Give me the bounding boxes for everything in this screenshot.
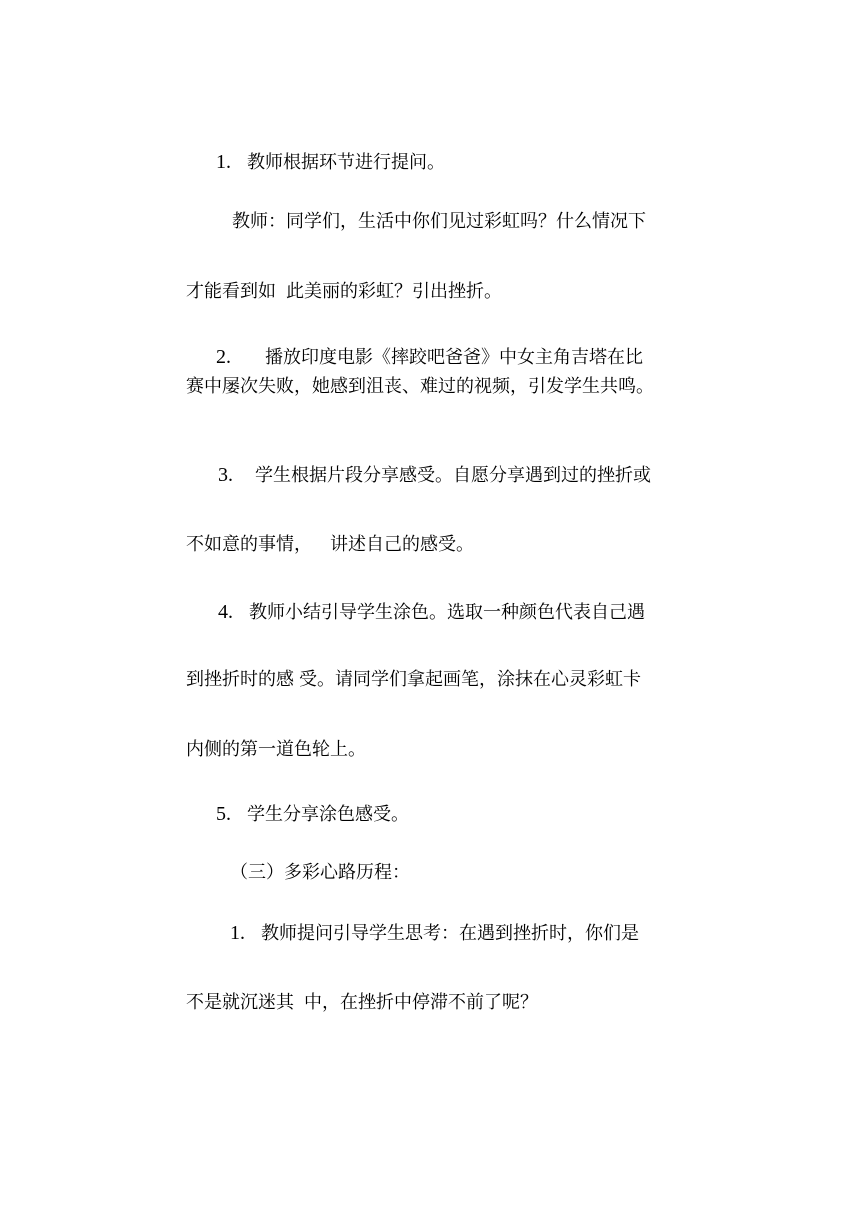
list-number: 1. [216, 151, 231, 173]
paragraph-text: 教师小结引导学生涂色。选取一种颜色代表自己遇 [249, 602, 645, 623]
paragraph-text: 内侧的第一道色轮上。 [186, 739, 366, 760]
paragraph-line [218, 463, 651, 488]
paragraph-text: 不如意的事情， [186, 534, 312, 555]
paragraph-line [216, 345, 643, 370]
list-number: 2. [216, 346, 231, 368]
paragraph-text: 教师提问引导学生思考：在遇到挫折时，你们是 [261, 923, 639, 944]
paragraph-text: 到挫折时的感 [186, 669, 294, 690]
paragraph-line [186, 668, 641, 692]
paragraph-text: 讲述自己的感受。 [330, 534, 474, 555]
paragraph-line [186, 533, 474, 557]
paragraph-line [186, 738, 366, 762]
list-number: 3. [218, 464, 233, 486]
paragraph-text: 才能看到如 [186, 281, 276, 302]
paragraph-text: 中，在挫折中停滞不前了呢？ [304, 992, 538, 1013]
paragraph-line [216, 150, 445, 175]
paragraph-line [186, 991, 538, 1015]
list-number: 4. [218, 601, 233, 623]
paragraph-text: 此美丽的彩虹？引出挫折。 [286, 281, 502, 302]
paragraph-text: 播放印度电影《摔跤吧爸爸》中女主角吉塔在比 [265, 347, 643, 368]
paragraph-text: 教师：同学们，生活中你们见过彩虹吗？什么情况下 [232, 211, 646, 232]
paragraph-text: 学生分享涂色感受。 [247, 804, 409, 825]
paragraph-text: 教师根据环节进行提问。 [247, 152, 445, 173]
list-number: 1. [230, 922, 245, 944]
list-number: 5. [216, 803, 231, 825]
paragraph-line [232, 210, 646, 234]
paragraph-text: 赛中屡次失败，她感到沮丧、难过的视频，引发学生共鸣。 [186, 376, 654, 397]
paragraph-line [230, 921, 639, 946]
section-heading [230, 861, 410, 885]
paragraph-text: 不是就沉迷其 [186, 992, 294, 1013]
paragraph-line [186, 375, 654, 399]
paragraph-line [218, 600, 645, 625]
section-heading-text: （三）多彩心路历程： [230, 862, 410, 883]
paragraph-text: 受。请同学们拿起画笔，涂抹在心灵彩虹卡 [299, 669, 641, 690]
paragraph-line [216, 802, 409, 827]
paragraph-text: 学生根据片段分享感受。自愿分享遇到过的挫折或 [255, 465, 651, 486]
paragraph-line [186, 280, 502, 304]
